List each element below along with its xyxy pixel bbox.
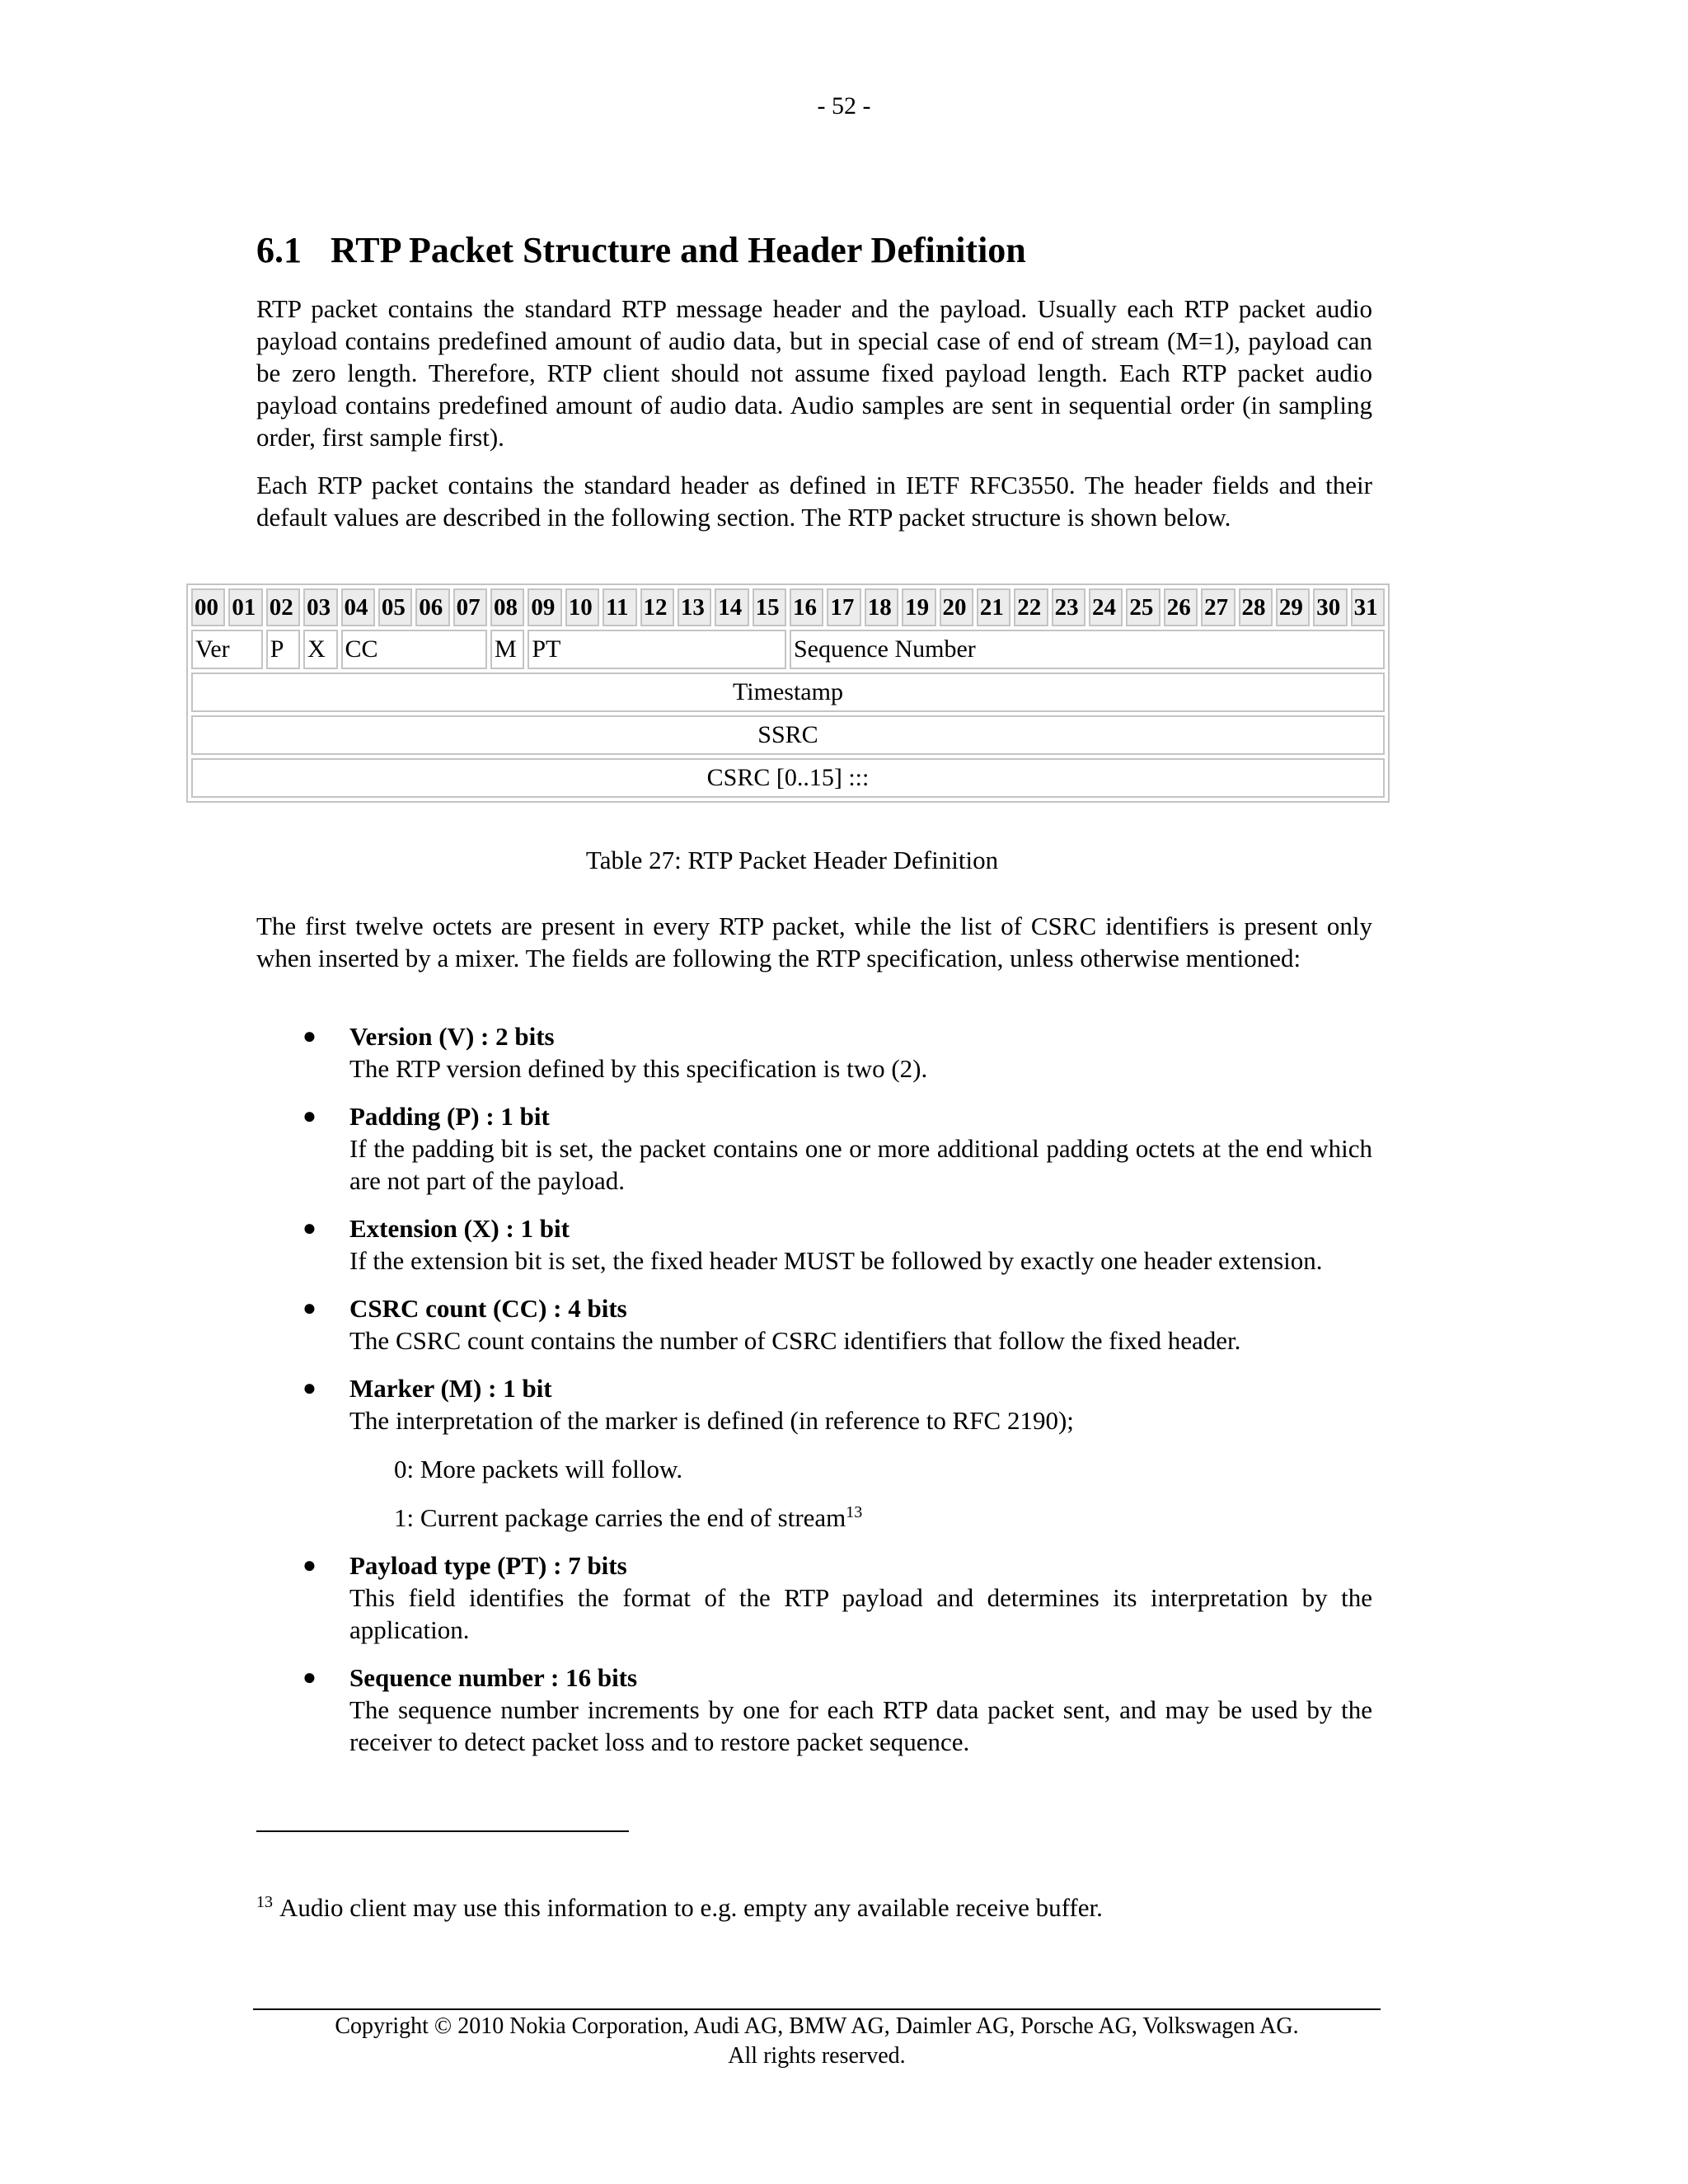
bullet-icon: ● <box>302 1376 316 1401</box>
paragraph-fields-intro: The first twelve octets are present in every RTP packet, while the list of CSRC identifiers is present only when inserted by a mixer. The fields are following the RTP specification, unless otherwise mentioned: <box>256 912 1372 972</box>
field-p: P <box>266 630 300 669</box>
field-x: X <box>303 630 337 669</box>
bit-number-cell: 18 <box>865 588 898 626</box>
rtp-header-table <box>186 583 1390 803</box>
footnote-separator <box>256 1830 629 1832</box>
bit-number-cell: 28 <box>1239 588 1273 626</box>
field-timestamp: Timestamp <box>191 673 1385 712</box>
list-item-padding <box>256 1100 1372 1197</box>
bit-number-cell: 23 <box>1052 588 1085 626</box>
bit-number-cell: 21 <box>977 588 1010 626</box>
bullet-icon: ● <box>302 1296 316 1321</box>
bullet-icon: ● <box>302 1665 316 1690</box>
page-number: - 52 - <box>817 92 871 120</box>
bit-number-cell: 03 <box>303 588 337 626</box>
bit-number-cell: 01 <box>228 588 262 626</box>
field-sequence-number: Sequence Number <box>790 630 1385 669</box>
footnote-reference: 13 <box>846 1503 863 1521</box>
marker-value-1-text: 1: Current package carries the end of stream <box>394 1503 846 1532</box>
list-item-title: Payload type (PT) : 7 bits <box>349 1551 627 1580</box>
list-item-title: CSRC count (CC) : 4 bits <box>349 1294 627 1323</box>
list-item-title: Version (V) : 2 bits <box>349 1022 555 1051</box>
bullet-icon: ● <box>302 1553 316 1578</box>
timestamp-row <box>191 673 1385 712</box>
list-item-payload-type <box>256 1549 1372 1646</box>
field-m: M <box>490 630 524 669</box>
bit-number-cell: 02 <box>266 588 300 626</box>
bullet-icon: ● <box>302 1104 316 1129</box>
list-item-version <box>256 1020 1372 1085</box>
list-item-description: The interpretation of the marker is defined (in reference to RFC 2190); <box>349 1406 1074 1435</box>
bit-number-cell: 24 <box>1089 588 1123 626</box>
field-csrc: CSRC [0..15] ::: <box>191 758 1385 798</box>
bit-number-cell: 00 <box>191 588 225 626</box>
list-item-marker <box>256 1372 1372 1534</box>
ssrc-row <box>191 715 1385 755</box>
bullet-icon: ● <box>302 1216 316 1241</box>
footnote <box>256 1893 1103 1923</box>
list-item-description: The RTP version defined by this specification is two (2). <box>349 1054 928 1083</box>
bit-number-cell: 30 <box>1313 588 1347 626</box>
list-item-title: Extension (X) : 1 bit <box>349 1214 570 1243</box>
section-heading <box>256 229 1026 271</box>
bit-number-cell: 11 <box>603 588 636 626</box>
bit-number-cell: 05 <box>378 588 412 626</box>
bit-number-cell: 26 <box>1164 588 1198 626</box>
field-ssrc: SSRC <box>191 715 1385 755</box>
field-ver: Ver <box>191 630 263 669</box>
list-item-description: The sequence number increments by one for each RTP data packet sent, and may be used by the receiver to detect packet loss and to restore packet sequence. <box>349 1695 1372 1756</box>
list-item-title: Sequence number : 16 bits <box>349 1663 638 1692</box>
bit-number-cell: 10 <box>565 588 599 626</box>
bit-number-cell: 12 <box>640 588 674 626</box>
list-item-description: This field identifies the format of the RTP payload and determines its interpretation by the application. <box>349 1583 1372 1644</box>
list-item-description: If the extension bit is set, the fixed header MUST be followed by exactly one header extension. <box>349 1246 1323 1275</box>
section-title: RTP Packet Structure and Header Definition <box>331 230 1026 270</box>
bit-number-cell: 19 <box>902 588 935 626</box>
bit-number-cell: 08 <box>490 588 524 626</box>
bit-number-cell: 31 <box>1351 588 1385 626</box>
bit-number-cell: 27 <box>1201 588 1235 626</box>
bit-number-cell: 20 <box>940 588 973 626</box>
paragraph-intro: RTP packet contains the standard RTP message header and the payload. Usually each RTP packet audio payload contains predefined amount of audio data, but in special case of end of stream (M=1), payload can be zero length. Therefore, RTP client should not assume fixed payload length. Each RTP packet audio payload contains predefined amount of audio data. Audio samples are sent in sequential order (in sampling order, first sample first). <box>256 294 1372 452</box>
page-footer <box>0 2008 1634 2071</box>
footnote-mark: 13 <box>256 1893 273 1911</box>
bit-number-cell: 16 <box>790 588 823 626</box>
footnote-text: Audio client may use this information to e.g. empty any available receive buffer. <box>279 1893 1103 1922</box>
bit-number-cell: 15 <box>753 588 786 626</box>
list-item-description: If the padding bit is set, the packet contains one or more additional padding octets at the end which are not part of the payload. <box>349 1134 1372 1195</box>
list-item-title: Padding (P) : 1 bit <box>349 1102 550 1131</box>
bit-number-cell: 04 <box>341 588 375 626</box>
field-definition-list <box>256 1020 1372 1774</box>
list-item-description: The CSRC count contains the number of CSRC identifiers that follow the fixed header. <box>349 1326 1241 1355</box>
bit-number-cell: 07 <box>453 588 487 626</box>
field-pt: PT <box>528 630 786 669</box>
section-number: 6.1 <box>256 230 302 270</box>
list-item-csrc-count <box>256 1292 1372 1357</box>
header-fields-row <box>191 630 1385 669</box>
bit-number-cell: 29 <box>1276 588 1310 626</box>
list-item-extension <box>256 1212 1372 1277</box>
bit-number-cell: 14 <box>715 588 748 626</box>
bit-number-cell: 09 <box>528 588 561 626</box>
bit-number-cell: 25 <box>1126 588 1160 626</box>
bit-number-cell: 22 <box>1014 588 1048 626</box>
list-item-sequence-number <box>256 1661 1372 1758</box>
bit-number-cell: 17 <box>827 588 860 626</box>
csrc-row <box>191 758 1385 798</box>
bit-number-row <box>191 588 1385 626</box>
list-item-title: Marker (M) : 1 bit <box>349 1374 552 1403</box>
rights-line: All rights reserved. <box>728 2043 906 2069</box>
bullet-icon: ● <box>302 1024 316 1049</box>
bit-number-cell: 06 <box>415 588 449 626</box>
paragraph-header-overview: Each RTP packet contains the standard header as defined in IETF RFC3550. The header fields and their default values are described in the following section. The RTP packet structure is shown below. <box>256 471 1372 532</box>
marker-value-1 <box>349 1502 1372 1534</box>
copyright-line: Copyright © 2010 Nokia Corporation, Audi AG, BMW AG, Daimler AG, Porsche AG, Volkswagen AG. <box>335 2013 1299 2039</box>
marker-value-0: 0: More packets will follow. <box>394 1455 683 1483</box>
bit-number-cell: 13 <box>678 588 711 626</box>
table-caption: Table 27: RTP Packet Header Definition <box>585 846 999 874</box>
field-cc: CC <box>341 630 488 669</box>
